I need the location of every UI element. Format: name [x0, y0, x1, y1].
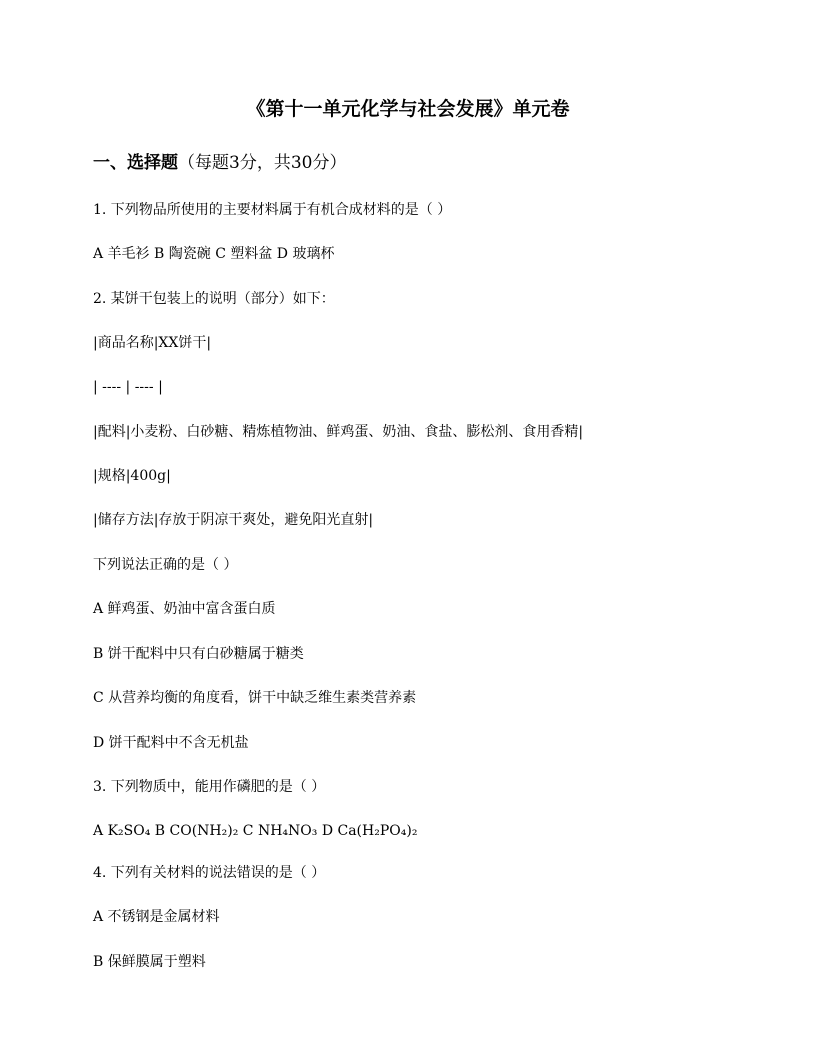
question-4-option-a: A 不锈钢是金属材料: [93, 909, 220, 925]
question-3-stem: 3. 下列物质中，能用作磷肥的是（ ）: [93, 779, 326, 795]
question-4-option-b: B 保鲜膜属于塑料: [93, 954, 206, 970]
option-d-label: D: [317, 823, 338, 839]
question-2-option-c: C 从营养均衡的角度看，饼干中缺乏维生素类营养素: [93, 690, 417, 706]
question-2-option-d: D 饼干配料中不含无机盐: [93, 735, 249, 751]
question-2-option-b: B 饼干配料中只有白砂糖属于糖类: [93, 646, 304, 662]
question-1-options: A 羊毛衫 B 陶瓷碗 C 塑料盆 D 玻璃杯: [93, 246, 335, 262]
question-2-prompt: 下列说法正确的是（ ）: [93, 557, 238, 573]
question-3-options: [93, 820, 417, 842]
formula-k2so4: K₂SO₄: [107, 823, 151, 839]
formula-ca-h2po4-2: Ca(H₂PO₄)₂: [337, 823, 418, 839]
table-row: |规格|400g|: [93, 468, 171, 484]
option-b-label: B: [150, 823, 170, 839]
table-row: |储存方法|存放于阴凉干爽处，避免阳光直射|: [93, 512, 374, 528]
option-a-label: A: [93, 823, 108, 839]
formula-nh4no3: NH₄NO₃: [257, 823, 318, 839]
section-heading: 一、选择题: [93, 153, 178, 173]
section-note: （每题3分，共30分）: [178, 153, 347, 173]
formula-urea: CO(NH₂)₂: [169, 823, 239, 839]
question-4-stem: 4. 下列有关材料的说法错误的是（ ）: [93, 865, 326, 881]
page-title: 《第十一单元化学与社会发展》单元卷: [246, 98, 570, 120]
question-1-stem: 1. 下列物品所使用的主要材料属于有机合成材料的是（ ）: [93, 202, 452, 218]
question-2-stem: 2. 某饼干包装上的说明（部分）如下：: [93, 291, 335, 307]
table-row: | ---- | ---- |: [93, 379, 163, 395]
section-heading-row: [93, 150, 346, 176]
option-c-label: C: [238, 823, 258, 839]
table-row: |商品名称|XX饼干|: [93, 335, 212, 351]
question-2-option-a: A 鲜鸡蛋、奶油中富含蛋白质: [93, 601, 276, 617]
table-row: |配料|小麦粉、白砂糖、精炼植物油、鲜鸡蛋、奶油、食盐、膨松剂、食用香精|: [93, 424, 584, 440]
